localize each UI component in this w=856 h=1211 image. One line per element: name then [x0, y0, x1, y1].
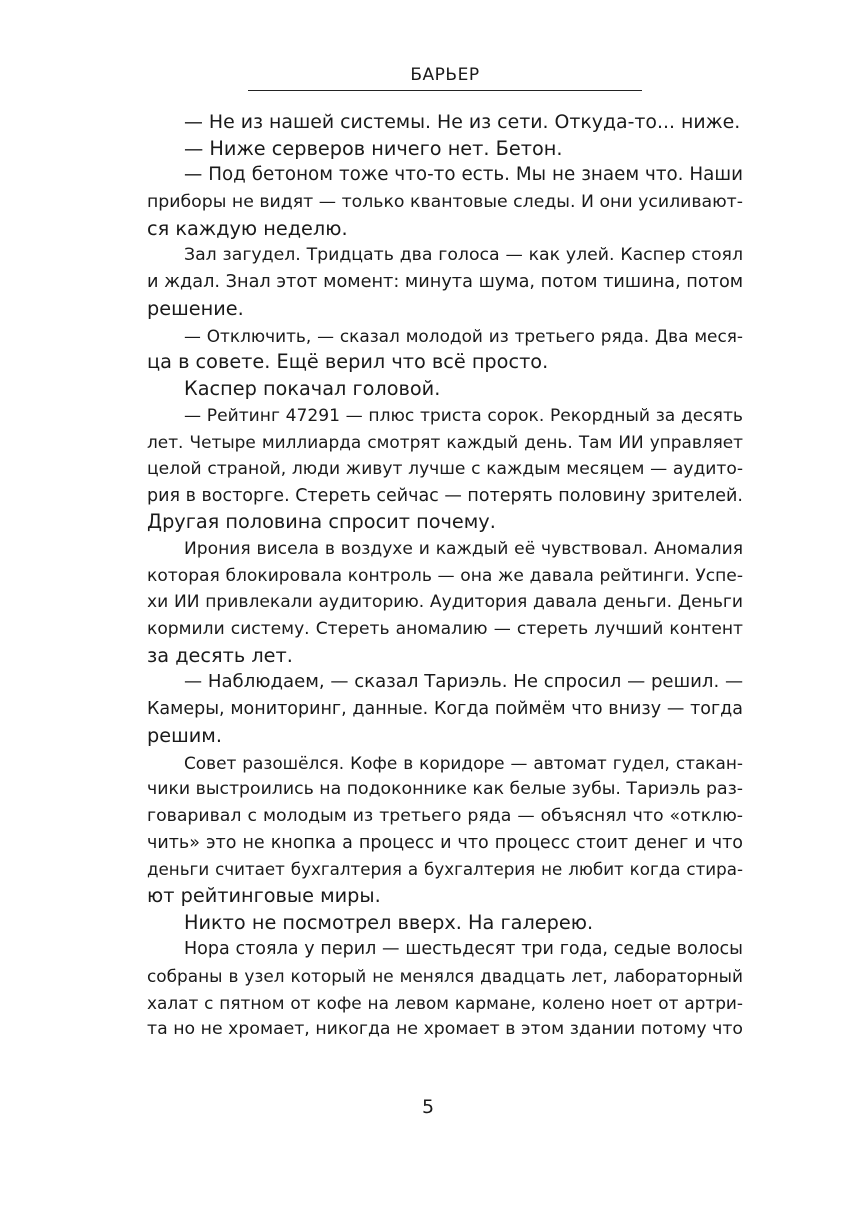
text-line: решим.: [147, 723, 222, 747]
text-line: Никто не посмотрел вверх. На галерею.: [184, 910, 594, 934]
text-line: ся каждую неделю.: [147, 216, 348, 240]
text-line: целой страной, люди живут лучше с каждым месяцем — аудито-: [147, 458, 743, 479]
text-line: — Отключить, — сказал молодой из третьего ряда. Два меся-: [184, 325, 743, 346]
text-line: та но не хромает, никогда не хромает в этом здании потому что: [147, 1019, 743, 1040]
text-line: за десять лет.: [147, 643, 293, 667]
text-line: — Наблюдаем, — сказал Тариэль. Не спросил — решил. —: [184, 671, 744, 693]
text-line: Каспер покачал головой.: [184, 376, 441, 400]
text-line: — Под бетоном тоже что-то есть. Мы не знаем что. Наши: [184, 164, 743, 186]
text-line: Зал загудел. Тридцать два голоса — как улей. Каспер стоял: [184, 245, 743, 266]
text-line: халат с пятном от кофе на левом кармане, колено ноет от артри-: [147, 992, 743, 1013]
text-line: чить» это не кнопка а процесс и что процесс стоит денег и что: [147, 832, 743, 853]
text-line: — Рейтинг 47291 — плюс триста сорок. Рекордный за десять: [184, 405, 743, 426]
text-line: Камеры, мониторинг, данные. Когда поймём что внизу — тогда: [147, 699, 743, 720]
text-line: решение.: [147, 296, 244, 320]
text-line: Совет разошёлся. Кофе в коридоре — автомат гудел, стакан-: [184, 752, 743, 773]
text-line: кормили систему. Стереть аномалию — стереть лучший контент: [147, 619, 743, 640]
text-line: — Не из нашей системы. Не из сети. Откуда-то... ниже.: [184, 111, 741, 133]
text-line: рия в восторге. Стереть сейчас — потерять половину зрителей.: [147, 485, 743, 506]
text-line: приборы не видят — только квантовые следы. И они усиливают-: [147, 192, 743, 213]
text-line: хи ИИ привлекали аудиторию. Аудитория давала деньги. Деньги: [147, 592, 743, 613]
text-line: лет. Четыре миллиарда смотрят каждый день. Там ИИ управляет: [147, 432, 743, 453]
text-line: ца в совете. Ещё верил что всё просто.: [147, 350, 549, 374]
text-line: Нора стояла у перил — шестьдесят три года, седые волосы: [184, 939, 743, 960]
text-line: — Ниже серверов ничего нет. Бетон.: [184, 136, 563, 160]
text-line: которая блокировала контроль — она же давала рейтинги. Успе-: [147, 565, 743, 586]
text-line: чики выстроились на подоконнике как белые зубы. Тариэль раз-: [147, 779, 743, 800]
body-text: [147, 109, 743, 1043]
text-line: Ирония висела в воздухе и каждый её чувствовал. Аномалия: [184, 539, 743, 559]
running-header: БАРЬЕР: [410, 65, 480, 85]
text-line: собраны в узел который не менялся двадцать лет, лабораторный: [147, 966, 743, 986]
text-line: Другая половина спросит почему.: [147, 510, 496, 534]
page-number: 5: [421, 1096, 435, 1118]
text-line: деньги считает бухгалтерия а бухгалтерия не любит когда стира-: [147, 859, 743, 880]
header-rule: [248, 90, 642, 91]
text-line: ют рейтинговые миры.: [147, 883, 381, 907]
text-line: и ждал. Знал этот момент: минута шума, потом тишина, потом: [147, 272, 744, 293]
text-line: говаривал с молодым из третьего ряда — объяснял что «отклю-: [147, 805, 743, 826]
